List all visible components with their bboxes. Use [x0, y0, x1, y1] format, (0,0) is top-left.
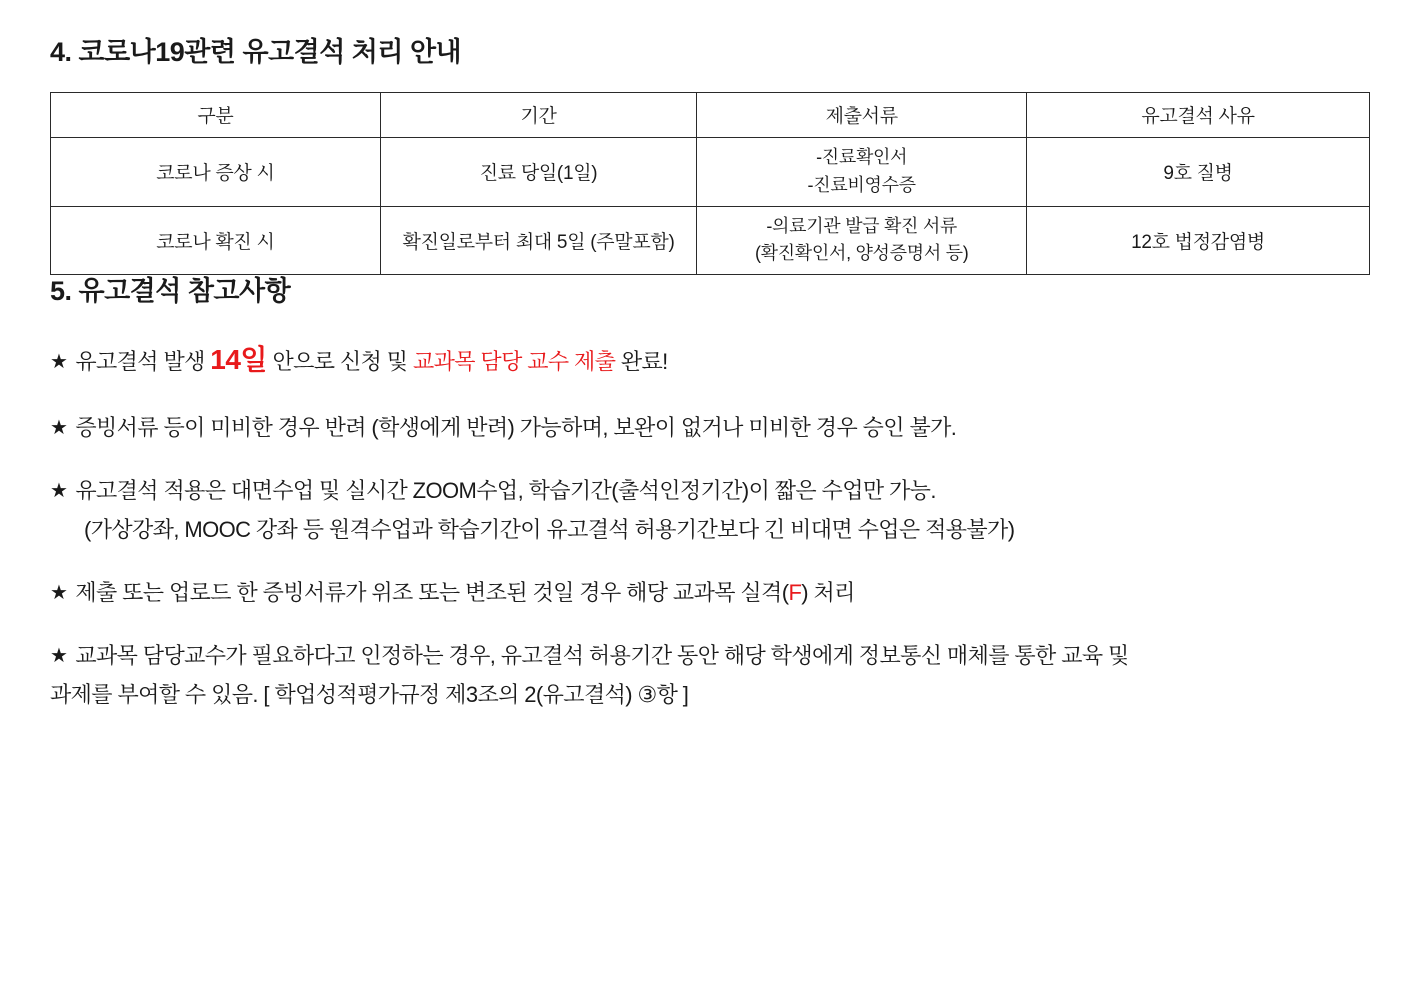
table-row — [51, 206, 1370, 275]
cell-category-symptom: 코로나 증상 시 — [51, 137, 381, 206]
cell-reason-confirmed: 12호 법정감염병 — [1027, 206, 1370, 275]
cell-category-confirmed: 코로나 확진 시 — [51, 206, 381, 275]
table-row — [51, 137, 1370, 206]
cell-documents-symptom — [697, 137, 1027, 206]
section-heading-notes: 5. 유고결석 참고사항 — [50, 276, 291, 307]
note-deadline-suffix: 완료! — [615, 349, 668, 375]
note-deadline-days: 14일 — [210, 344, 267, 376]
note-item-forgery — [50, 576, 1359, 609]
cell-period-symptom: 진료 당일(1일) — [380, 137, 697, 206]
note-deadline-middle: 안으로 신청 및 — [266, 349, 413, 375]
note-item-applicable-classes — [50, 474, 1359, 546]
documents-line-1: -의료기관 발급 확진 서류 — [766, 215, 958, 236]
note-forgery-prefix: 제출 또는 업로드 한 증빙서류가 위조 또는 변조된 것일 경우 해당 교과목 실격( — [75, 580, 789, 606]
note-item-deadline — [50, 339, 1359, 381]
note-applicable-classes-text: 유고결석 적용은 대면수업 및 실시간 ZOOM수업, 학습기간(출석인정기간)이 짧은 수업만 가능. — [75, 478, 936, 504]
note-item-incomplete-docs — [50, 411, 1359, 444]
cell-period-confirmed: 확진일로부터 최대 5일 (주말포함) — [380, 206, 697, 275]
table-header-documents: 제출서류 — [697, 92, 1027, 137]
cell-documents-confirmed — [697, 206, 1027, 275]
table-header-reason: 유고결석 사유 — [1027, 92, 1370, 137]
note-applicable-classes-subtext: (가상강좌, MOOC 강좌 등 원격수업과 학습기간이 유고결석 허용기간보다 긴 비대면 수업은 적용불가) — [84, 517, 1015, 543]
table-header-period: 기간 — [380, 92, 697, 137]
table-header-row — [51, 92, 1370, 137]
section-heading-covid: 4. 코로나19관련 유고결석 처리 안내 — [50, 37, 462, 67]
documents-line-1: -진료확인서 — [816, 146, 908, 167]
note-professor-assignment-wrap: 과제를 부여할 수 있음. [ 학업성적평가규정 제3조의 2(유고결석) ③항 ] — [50, 682, 689, 708]
documents-line-2: (확진확인서, 양성증명서 등) — [754, 243, 969, 264]
note-item-professor-assignment — [50, 639, 1359, 711]
note-professor-assignment-text: 교과목 담당교수가 필요하다고 인정하는 경우, 유고결석 허용기간 동안 해당 학생에게 정보통신 매체를 통한 교육 및 — [75, 643, 1129, 669]
table-header-category: 구분 — [51, 92, 381, 137]
note-incomplete-docs-text: 증빙서류 등이 미비한 경우 반려 (학생에게 반려) 가능하며, 보완이 없거나 미비한 경우 승인 불가. — [75, 415, 957, 441]
note-forgery-suffix: ) 처리 — [801, 580, 855, 606]
cell-reason-symptom: 9호 질병 — [1027, 137, 1370, 206]
note-forgery-grade: F — [788, 580, 802, 606]
star-icon: ★ — [50, 480, 68, 503]
star-icon: ★ — [50, 582, 68, 605]
note-deadline-prefix: 유고결석 발생 — [75, 349, 211, 375]
documents-line-2: -진료비영수증 — [807, 174, 916, 195]
covid-absence-table — [50, 92, 1370, 276]
star-icon: ★ — [50, 351, 68, 374]
star-icon: ★ — [50, 417, 68, 440]
notes-list — [50, 339, 1359, 711]
note-deadline-professor: 교과목 담당 교수 제출 — [412, 349, 616, 375]
star-icon: ★ — [50, 645, 68, 668]
